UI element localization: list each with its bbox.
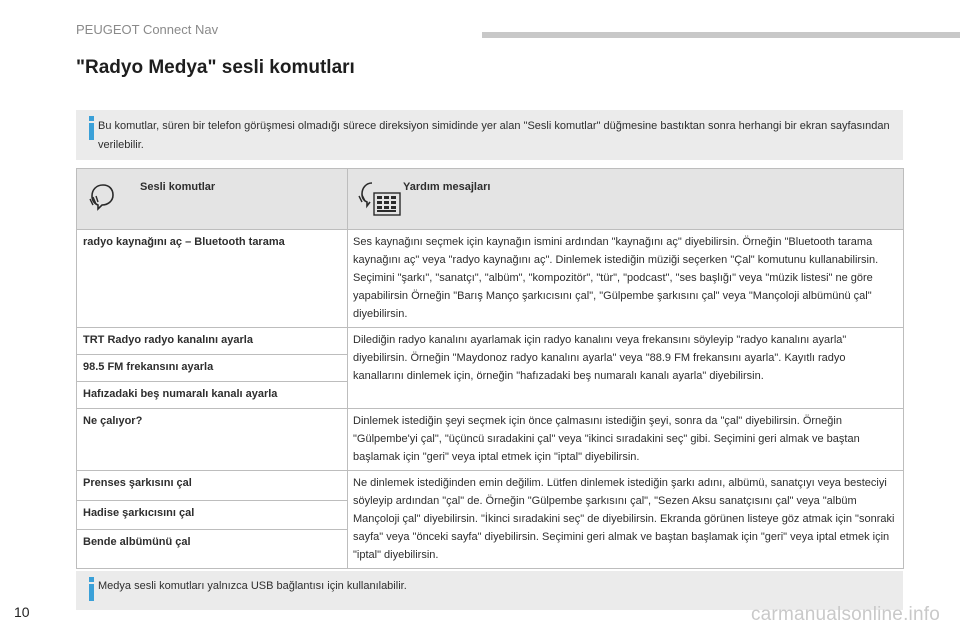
voice-commands-table: [76, 168, 904, 569]
manual-header-title: PEUGEOT Connect Nav: [76, 22, 219, 37]
info-icon: [84, 116, 98, 140]
table-row: [77, 409, 904, 471]
voice-command-icon: [87, 179, 123, 221]
table-row: [77, 328, 904, 355]
help-cell: Dilediğin radyo kanalını ayarlamak için radyo kanalını veya frekansını söyleyip "radyo kanalını ayarla" diyebilirsin. Örneğin "Maydonoz radyo kanalını ayarla" veya "88.9 FM frekansını ayarla". Kayıtlı radyo kanallarını dinlemek için, örneğin "hafızadaki beş numaralı kanalı ayarla" diyebilirsin.: [348, 328, 904, 409]
info-text-bottom: Medya sesli komutları yalnızca USB bağlantısı için kullanılabilir.: [98, 580, 407, 592]
command-cell: Bende albümünü çal: [77, 530, 348, 569]
table-row: [77, 471, 904, 501]
help-cell: Ne dinlemek istediğinden emin değilim. Lütfen dinlemek istediğin şarkı adını, albümü, sanatçıyı veya besteciyi söyleyip ardından "çal" de. Örneğin "Gülpembe şarkısını çal", "Sezen Aksu sanatçısını çal" veya "albüm Mançoloji çal" diyebilirsin. "İkinci sıradakini seç" de diyebilirsin. Ekranda görünen listeye göz atmak için "sonraki sayfa" veya "önceki sayfa" diyebilirsin. Seçimini geri almak ve baştan başlamak için "geri" veya iptal etmek için "iptal" diyebilirsin.: [348, 471, 904, 569]
command-cell: Hadise şarkıcısını çal: [77, 500, 348, 530]
header-help: [348, 169, 904, 230]
page-number: 10: [14, 604, 30, 620]
info-box-top: [76, 110, 903, 160]
table-row: [77, 230, 904, 328]
header-commands-label: Sesli komutlar: [140, 181, 216, 193]
help-cell: Ses kaynağını seçmek için kaynağın ismini ardından "kaynağını aç" diyebilirsin. Örneğin "Bluetooth tarama kaynağını aç" veya "radyo kaynağını aç". Dinlemek istediğin müziği seçerken "Çal" komutunu kullanabilirsin. Seçimini "şarkı", "sanatçı", "albüm", "kompozitör", "tür", "podcast", "ses başlığı" veya "müzik listesi" ne göre yapabilirsin Örneğin "Barış Manço şarkıcısını çal", "Gülpembe şarkısını çal" veya "Mançoloji albümünü çal" diyebilirsin.: [348, 230, 904, 328]
header-bar: [482, 32, 960, 38]
help-cell: Dinlemek istediğin şeyi seçmek için önce çalmasını istediğin şeyi, sonra da "çal" diyebilirsin. Örneğin "Gülpembe'yi çal", "üçüncü sıradakini çal" veya "ikinci sıradakini seç" gibi. Seçimini geri almak ve baştan başlamak için "geri" veya iptal etmek için "iptal" diyebilirsin.: [348, 409, 904, 471]
info-text-top: Bu komutlar, süren bir telefon görüşmesi olmadığı sürece direksiyon simidinde yer alan "Sesli komutlar" düğmesine bastıktan sonra herhangi bir ekran sayfasından verilebilir.: [98, 120, 890, 151]
page-title: "Radyo Medya" sesli komutları: [76, 57, 355, 78]
command-cell: 98.5 FM frekansını ayarla: [77, 355, 348, 382]
command-cell: Hafızadaki beş numaralı kanalı ayarla: [77, 382, 348, 409]
watermark: carmanualsonline.info: [750, 604, 940, 625]
command-cell: Ne çalıyor?: [77, 409, 348, 471]
header-help-label: Yardım mesajları: [403, 181, 491, 193]
command-cell: radyo kaynağını aç – Bluetooth tarama: [77, 230, 348, 328]
info-icon: [84, 577, 98, 601]
header-commands: [77, 169, 348, 230]
voice-help-keypad-icon: [358, 179, 406, 225]
command-cell: Prenses şarkısını çal: [77, 471, 348, 501]
command-cell: TRT Radyo radyo kanalını ayarla: [77, 328, 348, 355]
